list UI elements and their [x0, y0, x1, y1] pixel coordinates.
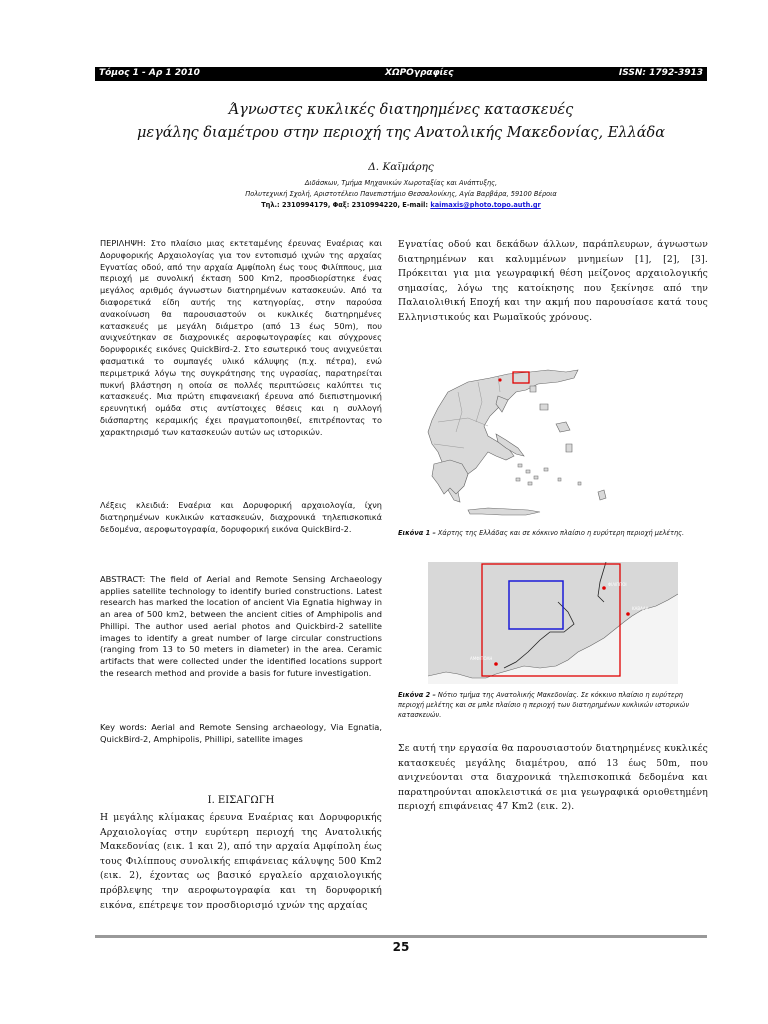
filippoi-city-dot [602, 586, 606, 590]
figure-2-caption [398, 690, 708, 720]
issn-label: ISSN: 1792-3913 [618, 68, 703, 78]
figure-2-caption-text: Νότιο τμήμα της Ανατολικής Μακεδονίας. Σε κόκκινο πλαίσιο η ευρύτερη περιοχή μελέτης και σε μπλε πλαίσιο η περιοχή των διατηρημένων κυκλικών ιστορικών κατασκευών. [398, 691, 690, 719]
author-name: Δ. Καϊμάρης [368, 161, 434, 173]
thasos [530, 386, 536, 392]
figure-2-map-east-macedonia [428, 562, 678, 684]
figure-2-label: Εικόνα 2 – [398, 691, 436, 699]
keywords-english: Key words: Aerial and Remote Sensing archaeology, Via Egnatia, QuickBird-2, Amphipolis, Phillipi, satellite images [100, 722, 382, 744]
abstract-greek: ΠΕΡΙΛΗΨΗ: Στο πλαίσιο μιας εκτεταμένης έρευνας Εναέριας και Δορυφορικής Αρχαιολογίας για τον εντοπισμό ιχνών της αρχαίας Εγνατίας οδού, από την αρχαία Αμφίπολη έως τους Φιλίππους, μια περιοχή με συνολική έκταση 500 Km2, προσδιορίστηκε ένας μεγάλος αριθμός άγνωστων διατηρημένων κατασκευών. Από τα διαφορετικά είδη αυτής της κατηγορίας, στην παρούσα ανακοίνωση θα παρουσιαστούν οι κυκλικές διατηρημένες κατασκευές με μεγάλη διάμετρο (από 13 έως 50m), που ανιχνεύτηκαν σε διαχρονικές αεροφωτογραφίες και σύγχρονες δορυφορικές εικόνες QuickBird-2. Στο εσωτερικό τους ανιχνεύεται φασματικά το συμπαγές υλικό κάλυψης (π.χ. πέτρα), ενώ περιμετρικά λόγω της συγκράτησης της υγρασίας, παρατηρείται πυκνή βλάστηση η οποία σε πολλές περιπτώσεις καλύπτει τις κατασκευές. Μια πρώτη επιφανειακή έρευνα από διεπιστημονική ερευνητική ομάδα στις αντίστοιχες θέσεις και η συλλογή διάσπαρτης κεραμικής έχει πραγματοποιηθεί, επιτρέποντας το χαρακτηρισμό των κατασκευών αυτών ως ιστορικών. [100, 238, 382, 437]
paper-title-line-2: μεγάλης διαμέτρου στην περιοχή της Ανατολικής Μακεδονίας, Ελλάδα [136, 125, 666, 141]
section-title-introduction: Ι. ΕΙΣΑΓΩΓΗ [207, 795, 275, 806]
chios [566, 444, 572, 452]
intro-paragraph-1: Η μεγάλης κλίμακας έρευνα Εναέριας και Δορυφορικής Αρχαιολογίας στην ευρύτερη περιοχή της Ανατολικής Μακεδονίας (εικ. 1 και 2), από την αρχαία Αμφίπολη έως τους Φιλίππους συνολικής επιφάνειας κάλυψης 500 Km2 (εικ. 2), έχοντας ως βασικό εργαλείο αρχαιολογικής πρόβλεψης την αεροφωτογραφία και τη δορυφορική εικόνα, επέτρεψε τον προσδιορισμό ιχνών της αρχαίας [100, 812, 382, 911]
figure-1-label: Εικόνα 1 – [398, 529, 436, 537]
author-email-link[interactable]: kaimaxis@photo.topo.auth.gr [430, 201, 541, 209]
footer-rule [95, 935, 707, 938]
filippoi-label: ΦΙΛΙΠΠΟΙ [608, 582, 627, 587]
intro-paragraph-1-continued: Εγνατίας οδού και δεκάδων άλλων, παράπλευρων, άγνωστων διατηρημένων και καλυμμένων μνημείων [1], [2], [3]. Πρόκειται για μια γεωγραφική θέση μείζονος αρχαιολογικής σημασίας, λόγω της κατοίκησης που ξεκίνησε από την Παλαιολιθική Εποχή και την ακμή που παρουσίασε κατά τους Ελληνιστικούς και Ρωμαϊκούς χρόνους. [398, 239, 708, 323]
amfipoli-city-dot [494, 662, 498, 666]
kavala-city-dot [626, 612, 630, 616]
paper-title-line-1: Άγνωστες κυκλικές διατηρημένες κατασκευές [228, 102, 574, 118]
keywords-greek: Λέξεις κλειδιά: Εναέρια και Δορυφορική αρχαιολογία, ίχνη διατηρημένων κυκλικών κατασκευών, διαχρονικά τηλεπισκοπικά δεδομένα, αεροφωτογραφία, δορυφορική εικόνα QuickBird-2. [100, 500, 382, 534]
volume-label: Τόμος 1 - Αρ 1 2010 [99, 68, 200, 78]
page-number: 25 [392, 940, 410, 954]
author-contact [95, 201, 707, 209]
contact-phone-fax: Τηλ.: 2310994179, Φαξ: 2310994220, E-mail: [261, 201, 431, 209]
limnos [540, 404, 548, 410]
author-position: Διδάσκων, Τμήμα Μηχανικών Χωροταξίας και Ανάπτυξης, [304, 179, 498, 187]
kavala-label: ΚΑΒΑΛΑ [632, 606, 649, 611]
journal-name: ΧΩΡΟγραφίες [385, 68, 454, 78]
journal-header-bar [95, 67, 707, 81]
abstract-english: ABSTRACT: The field of Aerial and Remote Sensing Archaeology applies satellite technology to identify buried constructions. Latest research has marked the location of ancient Via Egnatia highway in an area of 500 km2, between the ancient cities of Amphipolis and Phillipi. The author used aerial photos and Quickbird-2 satellite images to identify a great number of large circular constructions (ranging from 13 to 50 meters in diameter) in the area. Ceramic artifacts that were collected under the identified locations support the research method and provide a basis for future investigation. [100, 574, 382, 678]
city-dot [498, 378, 501, 381]
figure-1-caption [398, 528, 708, 538]
intro-paragraph-2: Σε αυτή την εργασία θα παρουσιαστούν διατηρημένες κυκλικές κατασκευές μεγάλης διαμέτρου, από 13 έως 50m, που ανιχνεύονται στα διαχρονικά τηλεπισκοπικά δεδομένα και παρατηρούνται αποκλειστικά σε μια γεωγραφικά οριοθετημένη περιοχή επιφάνειας 47 Km2 (εικ. 2). [398, 743, 708, 813]
figure-1-caption-text: Χάρτης της Ελλάδας και σε κόκκινο πλαίσιο η ευρύτερη περιοχή μελέτης. [435, 529, 685, 537]
amfipoli-label: ΑΜΦΙΠΟΛΗ [470, 656, 493, 661]
figure-1-map-greece [398, 352, 708, 520]
author-institution: Πολυτεχνική Σχολή, Αριστοτέλειο Πανεπιστήμιο Θεσσαλονίκης, Αγία Βαρβάρα, 59100 Βέροια [245, 190, 557, 198]
